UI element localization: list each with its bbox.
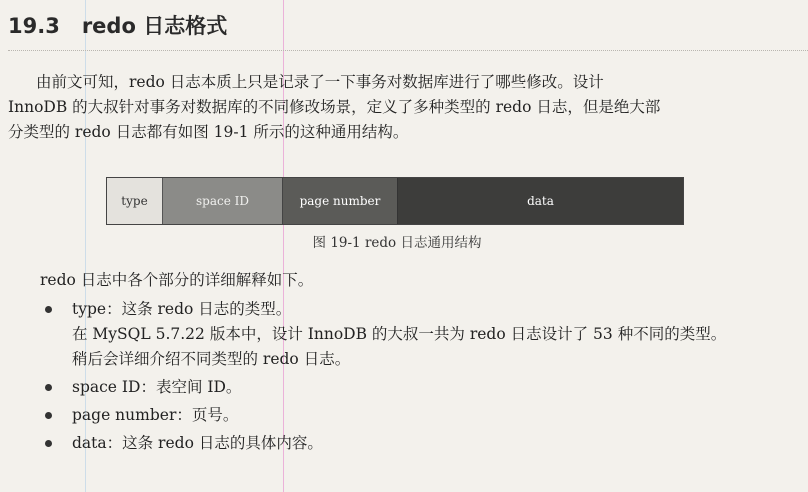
- field-type: type: [107, 178, 163, 224]
- list-item: [42, 297, 802, 372]
- paragraph-line: 由前文可知，redo 日志本质上只是记录了一下事务对数据库进行了哪些修改。设计: [36, 73, 604, 91]
- bullet-icon: [45, 384, 52, 391]
- field-page-number: page number: [283, 178, 398, 224]
- paragraph-line: InnoDB 的大叔针对事务对数据库的不同修改场景，定义了多种类型的 redo 日志，但是绝大部: [8, 98, 661, 116]
- list-item: [42, 431, 802, 456]
- list-item-detail: 稍后会详细介绍不同类型的 redo 日志。: [72, 350, 351, 368]
- list-item-text: space ID：表空间 ID。: [72, 378, 242, 396]
- header-divider: [8, 50, 808, 51]
- list-item-text: type：这条 redo 日志的类型。: [72, 300, 292, 318]
- figure-caption: 图 19-1 redo 日志通用结构: [312, 235, 482, 251]
- bullet-icon: [45, 306, 52, 313]
- bullet-icon: [45, 412, 52, 419]
- list-item: [42, 375, 802, 400]
- field-explanation-list: [42, 297, 802, 456]
- list-item-text: data：这条 redo 日志的具体内容。: [72, 434, 323, 452]
- field-space-id: space ID: [163, 178, 283, 224]
- list-item: [42, 403, 802, 428]
- redo-log-structure-diagram: [106, 177, 684, 225]
- field-data: data: [398, 178, 683, 224]
- paragraph-line: 分类型的 redo 日志都有如图 19-1 所示的这种通用结构。: [8, 123, 409, 141]
- section-title: [8, 10, 227, 40]
- section-title-text: redo 日志格式: [81, 14, 228, 38]
- list-item-detail: 在 MySQL 5.7.22 版本中，设计 InnoDB 的大叔一共为 redo 日志设计了 53 种不同的类型。: [72, 325, 727, 343]
- section-number: 19.3: [8, 14, 60, 38]
- intro-paragraph: [8, 70, 798, 145]
- explanation-intro: redo 日志中各个部分的详细解释如下。: [40, 271, 314, 289]
- list-item-text: page number：页号。: [72, 406, 239, 424]
- bullet-icon: [45, 440, 52, 447]
